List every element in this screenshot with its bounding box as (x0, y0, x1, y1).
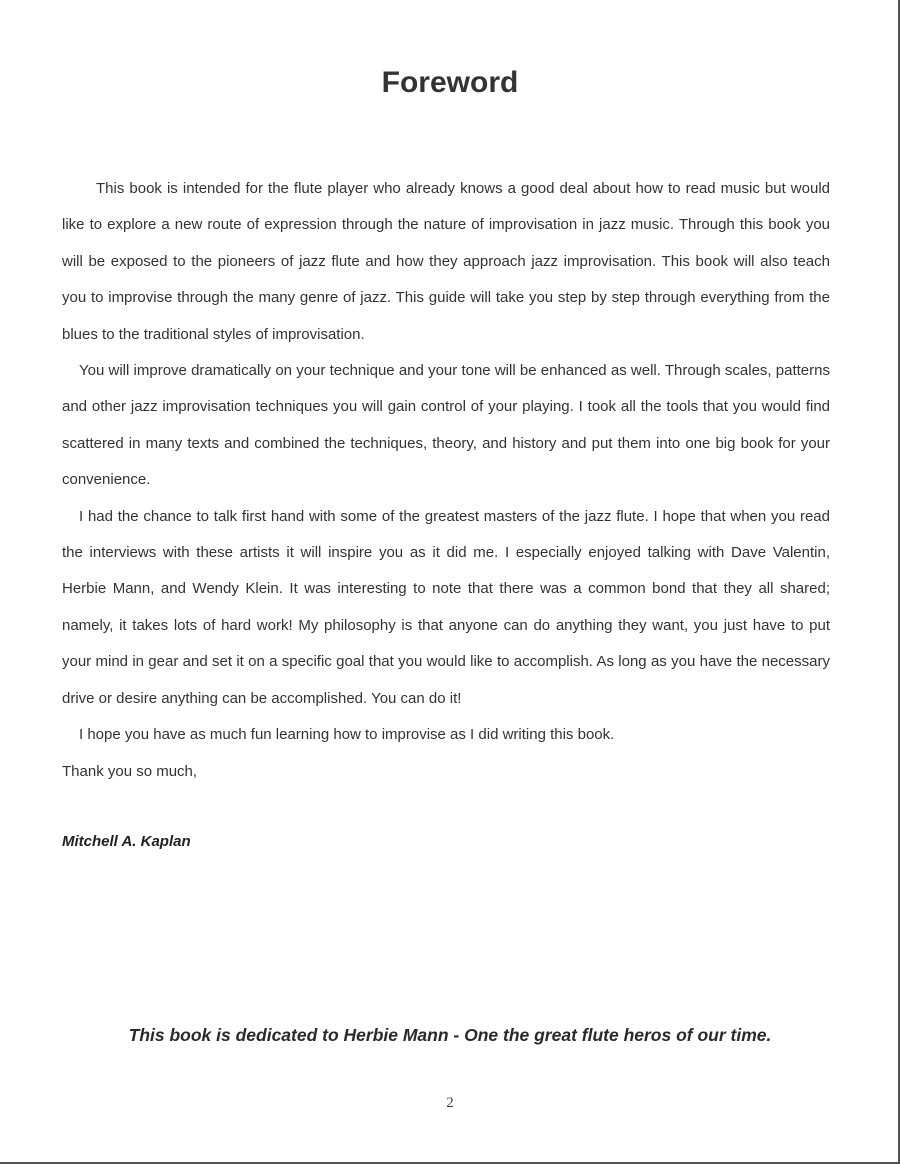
foreword-body (62, 171, 830, 790)
paragraph-hope: I hope you have as much fun learning how to improvise as I did writing this book. (79, 726, 615, 744)
paragraph-interviews: I had the chance to talk first hand with some of the greatest masters of the jazz flute. I hope that when you read the interviews with these artists it will inspire you as it did me. I especially enjoyed talking with Dave Valentin, Herbie Mann, and Wendy Klein. It was interesting to note that there was a common bond that they all shared; namely, it takes lots of hard work! My philosophy is that anyone can do anything they want, you just have to put your mind in gear and set it on a specific goal that you would like to accomplish. As long as you have the necessary drive or desire anything can be accomplished. You can do it! (62, 507, 830, 707)
paragraph-intro: This book is intended for the flute player who already knows a good deal about how to read music but would like to explore a new route of expression through the nature of improvisation in jazz music. Through this book you will be exposed to the pioneers of jazz flute and how they approach jazz improvisation. This book will also teach you to improvise through the many genre of jazz. This guide will take you step by step through everything from the blues to the traditional styles of improvisation. (62, 180, 830, 343)
paragraph-technique: You will improve dramatically on your technique and your tone will be enhanced as well. Through scales, patterns and other jazz improvisation techniques you will gain control of your playing. I took all the tools that you would find scattered in many texts and combined the techniques, theory, and history and put them into one big book for your convenience. (62, 362, 830, 489)
author-signature: Mitchell A. Kaplan (62, 833, 191, 850)
page-number: 2 (446, 1095, 454, 1111)
dedication-line: This book is dedicated to Herbie Mann - One the great flute heros of our time. (128, 1025, 772, 1045)
page-title: Foreword (381, 66, 519, 99)
closing-line: Thank you so much, (62, 762, 198, 780)
